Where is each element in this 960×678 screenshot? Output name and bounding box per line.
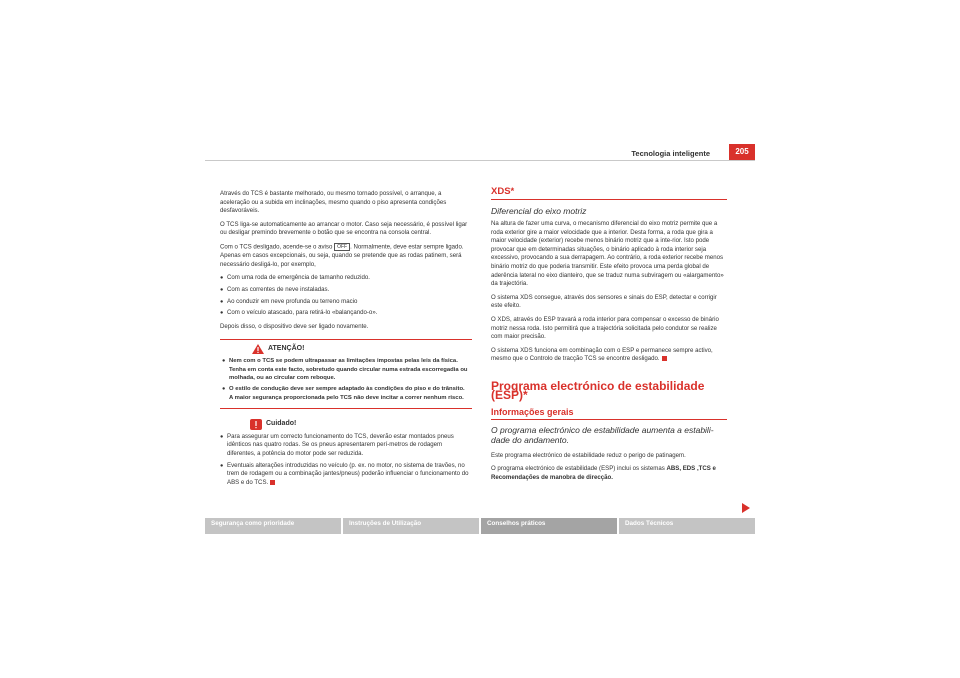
caution-box (220, 419, 472, 488)
paragraph: O sistema XDS consegue, através dos sensores e sinais do ESP, detectar e corrigir este efeito. (491, 293, 717, 310)
paragraph: Este programa electrónico de estabilidade reduz o perigo de patinagem. (491, 451, 686, 459)
right-column (491, 188, 727, 488)
footer-tab-active[interactable]: Conselhos práticos (481, 518, 617, 534)
paragraph: O TCS liga-se automaticamente ao arrancar o motor. Caso seja necessário, é possível ligar ou desligar premindo brevemente o botão que se encontra na consola central. (220, 220, 468, 237)
paragraph (491, 347, 727, 364)
footer-tab[interactable]: Segurança como prioridade (205, 518, 341, 534)
list-item: ● Ao conduzir em neve profunda ou terreno macio (220, 298, 472, 307)
caution-title: Cuidado! (266, 420, 297, 428)
indicator-label: OFF (337, 243, 348, 250)
caution-exclamation-icon (250, 419, 262, 430)
paragraph-bold-text: ABS, EDS ,TCS e Recomendações de manobra de direcção. (491, 465, 716, 481)
section-title: Informações gerais (491, 407, 574, 418)
warning-item: ● Nem com o TCS se podem ultrapassar as limitações impostas pelas leis da física. Tenha em conta este facto, sobretudo quando circular numa estrada escorregadia ou molhada, ou ao circular com reboque. (222, 357, 470, 382)
left-column (220, 190, 472, 490)
warning-triangle-icon (252, 344, 264, 354)
paragraph (491, 465, 727, 482)
paragraph: O XDS, através do ESP travará a roda interior para compensar o excesso de binário motriz nessa roda. Isto permitirá que a trajectória solicitada pelo condutor se realize com maior precisão. (491, 316, 719, 341)
footer-tab[interactable]: Instruções de Utilização (343, 518, 479, 534)
warning-heading (252, 344, 470, 354)
warning-item: ● O estilo de condução deve ser sempre adaptado às condições do piso e do trânsito. A maior segurança proporcionada pelo TCS não deve incitar a correr nenhum risco. (222, 385, 470, 402)
section-end-mark-icon (662, 356, 667, 361)
caution-heading (250, 419, 472, 430)
paragraph-text: Com o TCS desligado, acende-se o aviso (220, 243, 333, 251)
paragraph (220, 243, 472, 269)
warning-title: ATENÇÃO! (268, 345, 305, 353)
tcs-off-indicator-icon (334, 243, 350, 251)
warning-box (220, 339, 472, 408)
list-item: ● Com uma roda de emergência de tamanho reduzido. (220, 274, 472, 283)
header-divider (205, 160, 755, 161)
caution-item (220, 462, 472, 488)
paragraph-text: O sistema XDS funciona em combinação com o ESP e permanece sempre activo, mesmo que o Controlo de tracção TCS se encontre desligado. (491, 346, 713, 363)
footer-tab[interactable]: Dados Técnicos (619, 518, 755, 534)
running-header-title: Tecnologia inteligente (631, 149, 710, 158)
list-item: ● Com as correntes de neve instaladas. (220, 286, 472, 295)
section-subtitle: Diferencial do eixo motriz (491, 205, 587, 216)
section-rule (491, 199, 727, 200)
list-item: ● Com o veículo atascado, para retirá-lo «balançando-o». (220, 309, 472, 318)
paragraph: Na altura de fazer uma curva, o mecanismo diferencial do eixo motriz permite que a roda exterior gire a maior velocidade que a interior. Desta forma, a roda que gira a maior velocidade (exterior) recebe menos binário motriz que a inte-rior. Isto pode provocar que em determinadas situações, o binário aplicado à roda interior seja excessivo, provocando a sua derrapagem. Ao contrário, a roda exterior recebe menos binário motriz do que poderia transmitir. Este efeito provoca uma perda global de aderência lateral no eixo dianteiro, que se traduz numa subviragem ou «alargamento» da trajectória. (491, 220, 724, 288)
section-end-mark-icon (270, 480, 275, 485)
section-rule (491, 419, 727, 420)
caution-item-text: Eventuais alterações introduzidas no veículo (p. ex. no motor, no sistema de travões, no trem de rodagem ou a combinação jantes/pneus) poderão influenciar o funcionamento do ABS e do TCS. (227, 461, 469, 486)
section-subtitle: O programa electrónico de estabilidade aumenta a estabili-dade do andamento. (491, 424, 714, 446)
paragraph-text: O programa electrónico de estabilidade (ESP) inclui os sistemas (491, 465, 665, 473)
paragraph-text: . Normalmente, deve estar sempre ligado. Apenas em casos excepcionais, ou seja, quando se pretende que as rodas patinem, será necessário desligá-lo, por exemplo, (220, 243, 464, 268)
caution-item: ● Para assegurar um correcto funcionamento do TCS, deverão estar montados pneus idênticos nas quatro rodas. Se os pneus apresentarem perí-metros de rodagem diferentes, a potência do motor pode ser reduzida. (220, 433, 472, 459)
chapter-title: Programa electrónico de estabilidade (ESP)* (491, 379, 705, 402)
page-number: 205 (729, 144, 755, 160)
paragraph: Através do TCS é bastante melhorado, ou mesmo tornado possível, o arranque, a aceleração ou a subida em inclinações, mesmo quando o piso apresenta condições desfavoráveis. (220, 190, 447, 215)
section-title: XDS* (491, 186, 515, 197)
paragraph: Depois disso, o dispositivo deve ser ligado novamente. (220, 322, 369, 330)
continue-arrow-icon (742, 503, 750, 513)
